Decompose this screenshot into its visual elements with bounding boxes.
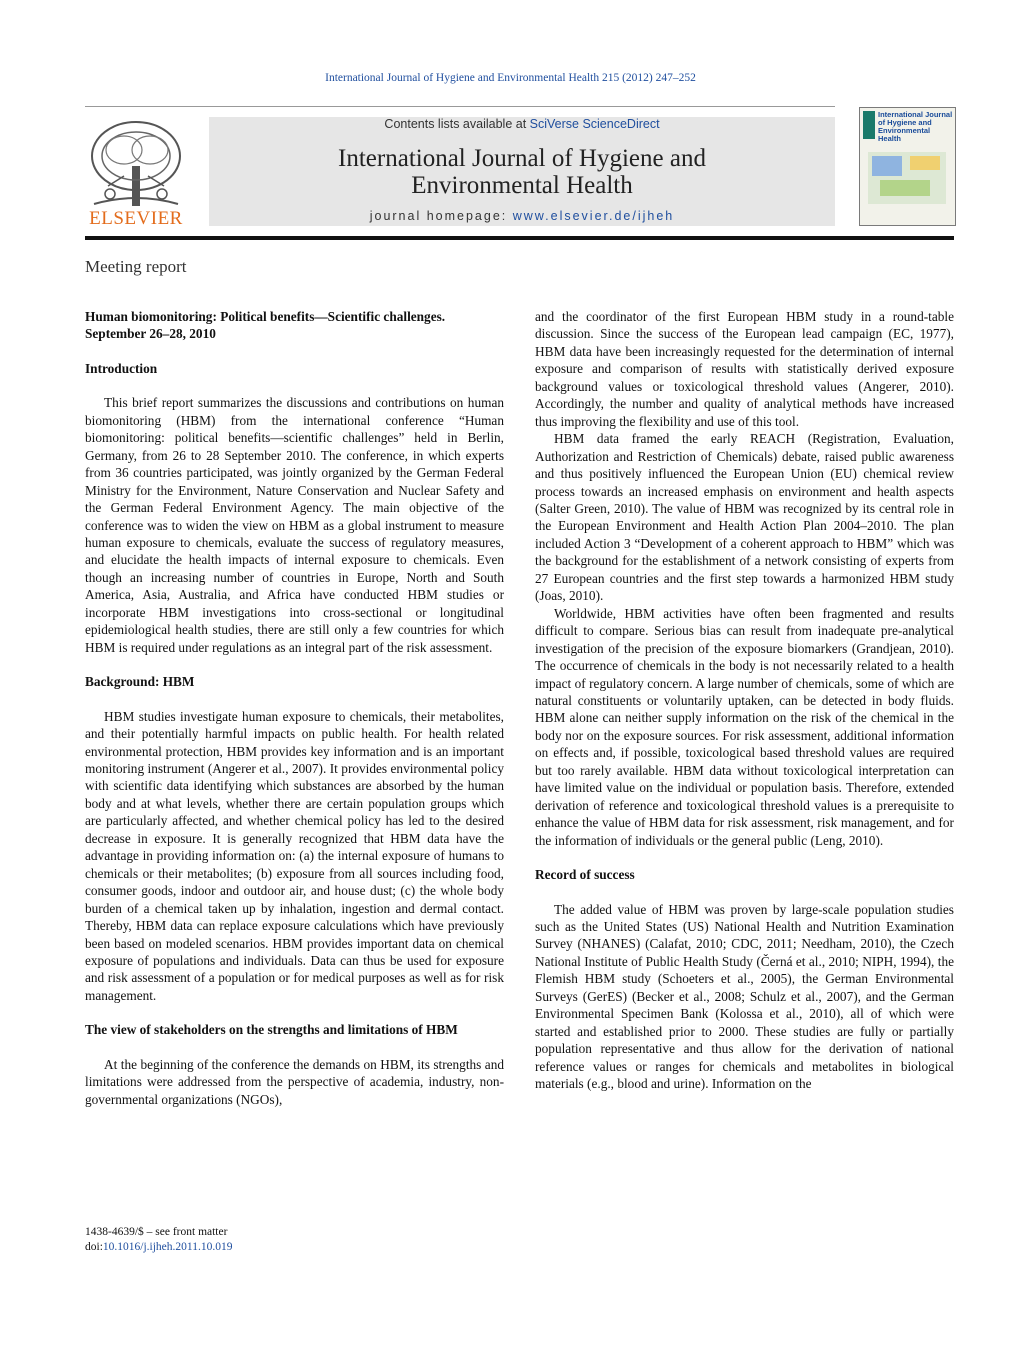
journal-homepage <box>209 209 835 223</box>
journal-title-line2: Environmental Health <box>411 172 633 199</box>
paragraph: This brief report summarizes the discussions and contributions on human biomonitoring (HBM) from the international conference “Human biomonitoring: political benefits—scientific challenges” held in Berlin, Germany, from 26 to 28 September 2010. The conference, in which experts from 36 countries participated, was jointly organized by the German Federal Ministry for the Environment, Nature Conservation and Nuclear Safety and the German Federal Environment Agency. The main objective of the conference was to widen the view on HBM as a global instrument to measure human exposure to chemicals, evaluate the success of regulatory measures, and elucidate the health impacts of internal exposure to chemicals. Even though an increasing number of countries in Europe, North and South America, Asia, Australia, and Africa have conducted HBM studies or incorporate HBM investigations into cross-sectional or longitudinal epidemiological health studies, there are still only a few countries for which HBM is required under regulations as an integral part of the risk assessment. <box>85 395 504 655</box>
doi-link[interactable]: 10.1016/j.ijheh.2011.10.019 <box>102 1241 233 1253</box>
journal-title <box>209 145 835 199</box>
journal-banner <box>209 117 835 226</box>
cover-title: International Journal of Hygiene and Environmental Health <box>878 110 953 143</box>
paragraph: At the beginning of the conference the demands on HBM, its strengths and limitations were addressed from the perspective of academia, industry, non-governmental organizations (NGOs), <box>85 1056 504 1107</box>
contents-line <box>209 117 835 131</box>
section-heading-stakeholders: The view of stakeholders on the strengths and limitations of HBM <box>85 1022 458 1038</box>
header-rule <box>85 106 835 107</box>
paragraph: and the coordinator of the first European HBM study in a round-table discussion. Since the success of the European lead campaign (EC, 1977), HBM data have been increasingly requested for the determination of internal exposure and comparison of results with statistically derived exposure background values or toxicological threshold values (Angerer, 2010). Accordingly, the number and quality of analytical methods have increased thus improving the flexibility and use of this tool. <box>535 309 954 429</box>
paragraph: HBM data framed the early REACH (Registration, Evaluation, Authorization and Restriction of Chemicals) debate, raised public awareness and thus positively influenced the European Union (EU) chemical review process towards an increased emphasis on environment and health aspects (Salter Green, 2010). The value of HBM was recognized by its central role in the European Environment and Health Action Plan 2004–2010. The plan included Action 3 “Development of a coherent approach to HBM” which was the background for the establishment of a network consisting of experts from 27 European countries and the first step towards a harmonized HBM study (Joas, 2010). <box>535 431 954 604</box>
cover-figure-block <box>872 156 902 176</box>
right-column <box>535 308 954 1092</box>
issn-line: 1438-4639/$ – see front matter <box>85 1226 228 1238</box>
contents-prefix: Contents lists available at <box>384 117 530 131</box>
homepage-prefix: journal homepage: <box>369 209 513 223</box>
article-title: Human biomonitoring: Political benefits—Scientific challenges. September 26–28, 2010 <box>85 309 446 342</box>
section-heading-record: Record of success <box>535 867 635 883</box>
elsevier-logo <box>84 116 188 230</box>
paragraph: The added value of HBM was proven by large-scale population studies such as the United States (US) National Health and Nutrition Examination Survey (NHANES) (Calafat, 2010; CDC, 2011; Needham, 2010), the Czech National Institute of Public Health Study (Černá et al., 2010; NIPH, 1994), the Flemish HBM study (Schoeters et al., 2005), the German Environmental Surveys (GerES) (Becker et al., 2008; Schulz et al., 2007), and the German Environmental Specimen Bank (Kolossa et al., 2010), all of which were started and established prior to 2000. These studies are fully or partially population representative and thus allow for the derivation of national reference values or ranges for chemicals and metabolites in biological materials (e.g., blood and urine). Information on the <box>535 901 954 1092</box>
homepage-link[interactable]: www.elsevier.de/ijheh <box>512 209 675 223</box>
journal-citation[interactable]: International Journal of Hygiene and Environmental Health 215 (2012) 247–252 <box>325 72 696 84</box>
article-type: Meeting report <box>85 257 187 276</box>
doi-line <box>85 1240 232 1255</box>
publisher-name: ELSEVIER <box>89 208 183 229</box>
paragraph: HBM studies investigate human exposure to chemicals, their metabolites, and their potentially harmful impacts on public health. For health related environmental protection, HBM provides key information and is an important monitoring instrument (Angerer et al., 2007). It provides environmental policy with scientific data identifying which substances are absorbed by the human body and at what levels, whether there are certain population groups which are particularly affected, and whether chemical policy has led to the desired decrease in exposure. It is generally recognized that HBM data have the advantage in providing information on: (a) the internal exposure of humans to chemicals or their metabolites; (b) exposure from all sources including food, consumer goods, indoor and outdoor air, and house dust; (c) the whole body burden of a chemical taken up by inhalation, ingestion and dermal contact. Thereby, HBM data can replace exposure calculations which have previously been based on modeled scenarios. HBM provides important data on chemical exposure of populations and individuals. Data can thus be used for exposure and risk assessment of a population or for medical purposes as well as for risk management. <box>85 708 504 1003</box>
paragraph: Worldwide, HBM activities have often been fragmented and results difficult to compare. Serious bias can result from inadequate pre-analytical investigation of the precision of the exposure biomarkers (Grandjean, 2010). The occurrence of chemicals in the body is not necessarily related to a health impact of regulatory concern. A large number of chemicals, some of which are natural constituents or voluntarily uptaken, can be detected in body fluids. HBM alone can neither supply information on the risk of the chemical in the body nor on the exposure sources. For risk assessment, additional information on effects and, if possible, toxicological based threshold values are required but too rarely available. HBM data without toxicological interpretation can have limited value on the individual or population basis. Therefore, extended derivation of reference and toxicological threshold values is a prerequisite to enhance the value of HBM data for risk assessment, risk management, and for the information of individuals or the general public (Leng, 2010). <box>535 605 954 848</box>
doi-prefix: doi: <box>85 1241 103 1253</box>
cover-spine-decoration <box>863 111 875 139</box>
sciencedirect-link[interactable]: SciVerse ScienceDirect <box>529 117 660 131</box>
section-heading-background: Background: HBM <box>85 674 195 690</box>
journal-cover-thumbnail[interactable] <box>859 107 956 226</box>
left-column <box>85 308 504 1108</box>
journal-title-line1: International Journal of Hygiene and <box>338 145 706 172</box>
cover-figure-block <box>880 180 930 196</box>
footer <box>85 1225 232 1255</box>
cover-figure-block <box>910 156 940 170</box>
section-heading-introduction: Introduction <box>85 360 158 376</box>
header-thick-rule <box>85 236 954 240</box>
